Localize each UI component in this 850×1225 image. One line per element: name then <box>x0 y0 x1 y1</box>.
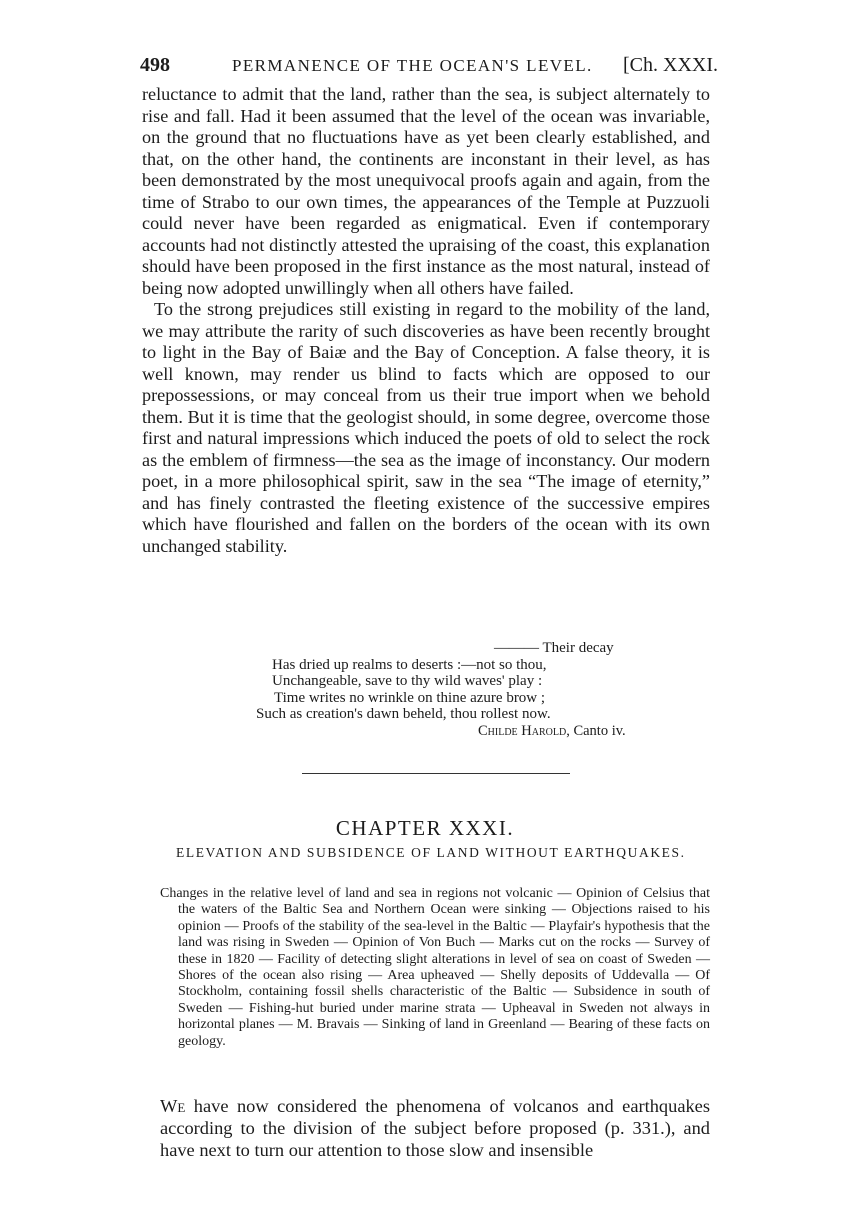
poem-line-0: ——— Their decay <box>494 640 614 656</box>
citation-canto: Canto iv. <box>573 722 626 739</box>
citation-work: Childe Harold, <box>478 722 570 739</box>
section-divider <box>302 773 570 774</box>
opening-text: have now considered the phenomena of volcanos and earthquakes according to the division of the subject before proposed (p. 331.), and have next to turn our attention to those slow and insensible <box>160 1096 710 1160</box>
chapter-reference: [Ch. XXXI. <box>623 54 718 76</box>
poem-line-4: Such as creation's dawn beheld, thou rollest now. <box>256 706 551 722</box>
page-number: 498 <box>140 54 170 76</box>
poem-line-1: Has dried up realms to deserts :—not so thou, <box>272 656 547 673</box>
running-title: PERMANENCE OF THE OCEAN'S LEVEL. <box>232 56 593 75</box>
poem-line-2: Unchangeable, save to thy wild waves' play : <box>272 673 543 689</box>
chapter-opening-paragraph <box>160 1095 710 1161</box>
poem-citation <box>256 723 676 740</box>
poem-quotation <box>256 640 676 739</box>
chapter-subtitle: ELEVATION AND SUBSIDENCE OF LAND WITHOUT EARTHQUAKES. <box>176 845 686 860</box>
chapter-summary: Changes in the relative level of land and sea in regions not volcanic — Opinion of Celsius that the waters of the Baltic Sea and Northern Ocean were sinking — Objections raised to his opinion — Proofs of the stability of the sea-level in the Baltic — Playfair's hypothesis that the land was rising in Sweden — Opinion of Von Buch — Marks cut on the rocks — Survey of these in 1820 — Facility of detecting slight alterations in level of sea on coast of Sweden — Shores of the ocean also rising — Area upheaved — Shelly deposits of Uddevalla — Of Stockholm, containing fossil shells characteristic of the Baltic — Subsidence in south of Sweden — Fishing-hut buried under marine strata — Upheaval in Sweden not always in horizontal planes — M. Bravais — Sinking of land in Greenland — Bearing of these facts on geology. <box>160 886 710 1049</box>
paragraph-2: To the strong prejudices still existing in regard to the mobility of the land, we may attribute the rarity of such discoveries as have been recently brought to light in the Bay of Baiæ and the Bay of Conception. A false theory, it is well known, may render us blind to facts which are opposed to our prepossessions, or may conceal from us their true import when we behold them. But it is time that the geologist should, in some degree, overcome those first and natural impressions which induced the poets of old to select the rock as the emblem of firmness—the sea as the image of inconstancy. Our modern poet, in a more philosophical spirit, saw in the sea “The image of eternity,” and has finely contrasted the fleeting existence of the successive empires which have flourished and fallen on the borders of the ocean with its own unchanged stability. <box>142 299 710 556</box>
paragraph-1: reluctance to admit that the land, rather than the sea, is subject alternately to rise and fall. Had it been assumed that the level of the ocean was invariable, on the ground that no fluctuations have as yet been clearly established, and that, on the other hand, the continents are inconstant in their level, as has been demonstrated by the most unequivocal proofs again and again, from the time of Strabo to our own times, the appearances of the Temple at Puzzuoli could never have been regarded as enigmatical. Even if contemporary accounts had not distinctly attested the upraising of the coast, this explanation should have been proposed in the first instance as the most natural, instead of being now adopted unwillingly when all others have failed. <box>142 84 710 298</box>
opening-word: We <box>160 1096 186 1116</box>
body-text <box>142 84 710 557</box>
poem-line-3: Time writes no wrinkle on thine azure brow ; <box>274 689 546 706</box>
running-header <box>140 54 718 84</box>
chapter-heading: CHAPTER XXXI. <box>335 816 515 840</box>
